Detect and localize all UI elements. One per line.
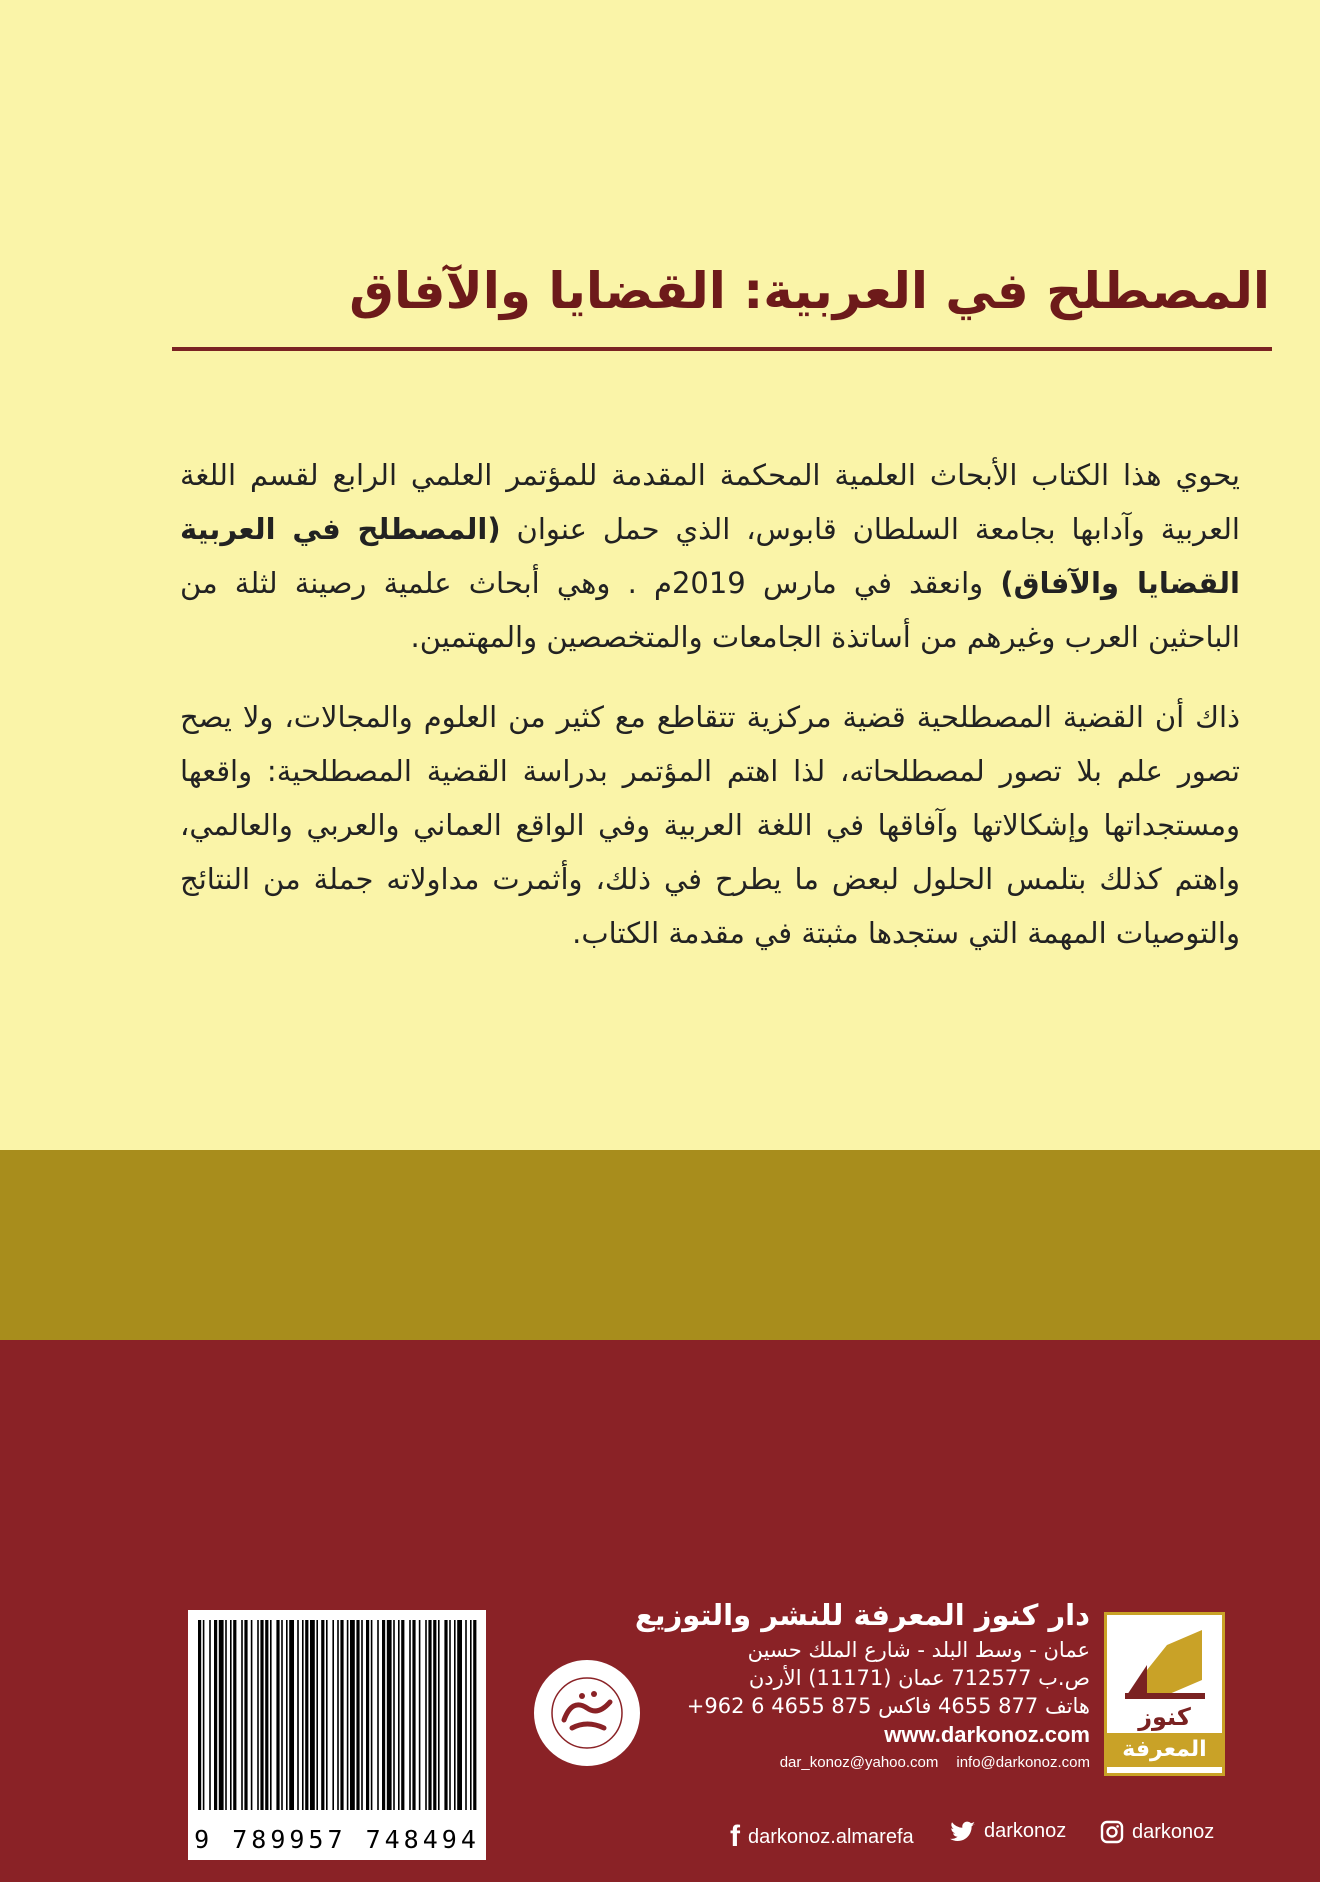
blurb-p1-text-b: وانعقد في مارس 2019م . وهي أبحاث علمية رصينة لثلة من الباحثين العرب وغيرهم من أساتذة الجامعات والمتخصصين والمهتمين. xyxy=(180,566,1240,654)
barcode-bar xyxy=(321,1620,324,1810)
barcode-bar xyxy=(310,1620,315,1810)
book-title: المصطلح في العربية: القضايا والآفاق xyxy=(349,262,1270,320)
facebook-icon: f xyxy=(730,1820,740,1853)
instagram-link[interactable] xyxy=(1100,1820,1214,1844)
publisher-emails xyxy=(570,1754,1090,1771)
publisher-name: دار كنوز المعرفة للنشر والتوزيع xyxy=(634,1598,1090,1632)
barcode-bar xyxy=(214,1620,217,1810)
twitter-handle: darkonoz xyxy=(984,1820,1067,1842)
gold-band xyxy=(0,1150,1320,1340)
barcode-bar xyxy=(281,1620,283,1810)
barcode-bar xyxy=(337,1620,339,1810)
barcode-bar xyxy=(457,1620,462,1810)
barcode-bar xyxy=(465,1620,467,1810)
barcode-bar xyxy=(305,1620,308,1810)
barcode-bar xyxy=(233,1620,236,1810)
barcode-bar xyxy=(225,1620,227,1810)
instagram-icon xyxy=(1100,1820,1124,1844)
blurb-p1-text-a: يحوي هذا الكتاب الأبحاث العلمية المحكمة المقدمة للمؤتمر العلمي الرابع لقسم اللغة العربية وآدابها بجامعة السلطان قابوس، الذي حمل عنوان xyxy=(180,458,1240,546)
barcode-bar xyxy=(449,1620,451,1810)
twitter-link[interactable] xyxy=(950,1820,1066,1843)
facebook-handle: darkonoz.almarefa xyxy=(748,1825,914,1848)
barcode-bar xyxy=(251,1620,253,1810)
barcode-bar xyxy=(289,1620,294,1810)
barcode-bar xyxy=(198,1620,201,1810)
publisher-phone: هاتف 877 4655 فاكس 875 4655 6 962+ xyxy=(686,1694,1090,1718)
barcode-bar xyxy=(241,1620,243,1810)
barcode-bar xyxy=(419,1620,421,1810)
barcode-bar xyxy=(203,1620,205,1810)
barcode-bar xyxy=(286,1620,288,1810)
barcode-bar xyxy=(371,1620,373,1810)
barcode-bar xyxy=(316,1620,318,1810)
publisher-address-2: ص.ب 712577 عمان (11171) الأردن xyxy=(748,1666,1090,1690)
isbn-number: 9 789957 748494 xyxy=(194,1825,480,1854)
barcode-bar xyxy=(244,1620,247,1810)
logo-word-almarefa: المعرفة xyxy=(1107,1733,1222,1767)
publisher-address-1: عمان - وسط البلد - شارع الملك حسين xyxy=(747,1638,1090,1662)
facebook-link[interactable] xyxy=(730,1820,914,1854)
blurb-paragraph-2: ذاك أن القضية المصطلحية قضية مركزية تتقاطع مع كثير من العلوم والمجالات، ولا يصح تصور علم بلا تصور لمصطلحاته، لذا اهتم المؤتمر بدراسة القضية المصطلحية: واقعها ومستجداتها وإشكالاتها وآفاقها في اللغة العربية وفي الواقع العماني والعربي والعالمي، واهتم كذلك بتلمس الحلول لبعض ما يطرح في ذلك، وأثمرت مداولاته جملة من النتائج والتوصيات المهمة التي ستجدها مثبتة في مقدمة الكتاب. xyxy=(180,700,1240,950)
barcode-bar xyxy=(428,1620,431,1810)
barcode-bar xyxy=(401,1620,404,1810)
blurb-paragraph-1 xyxy=(180,448,1240,664)
barcode-bar xyxy=(270,1620,272,1810)
title-divider xyxy=(172,347,1272,351)
barcode-bar xyxy=(387,1620,392,1810)
barcode-bar xyxy=(302,1620,304,1810)
barcode-bar xyxy=(257,1620,259,1810)
barcode-bar xyxy=(377,1620,379,1810)
instagram-handle: darkonoz xyxy=(1132,1820,1215,1843)
social-links xyxy=(730,1820,1250,1860)
barcode-bar xyxy=(219,1620,224,1810)
publisher-info xyxy=(570,1598,1090,1771)
barcode-bar xyxy=(412,1620,415,1810)
barcode-bar xyxy=(433,1620,436,1810)
barcode-bar xyxy=(350,1620,355,1810)
logo-book-icon xyxy=(1117,1625,1212,1705)
barcode-bar xyxy=(361,1620,363,1810)
barcode-bar xyxy=(340,1620,343,1810)
barcode-bar xyxy=(382,1620,385,1810)
blurb xyxy=(180,448,1240,986)
barcode-bar xyxy=(470,1620,472,1810)
blurb-p1-bold-title: (المصطلح في العربية القضايا والآفاق) xyxy=(180,512,1240,600)
barcode-bar xyxy=(209,1620,211,1810)
publisher-email-1[interactable]: dar_konoz@yahoo.com xyxy=(779,1754,939,1771)
barcode-bar xyxy=(230,1620,232,1810)
barcode-bar xyxy=(398,1620,400,1810)
barcode-bar xyxy=(347,1620,349,1810)
publisher-website[interactable]: www.darkonoz.com xyxy=(884,1722,1090,1747)
twitter-icon xyxy=(950,1821,976,1843)
barcode-bar xyxy=(473,1620,476,1810)
barcode-bar xyxy=(366,1620,369,1810)
barcode-bar xyxy=(438,1620,440,1810)
barcode-bar xyxy=(454,1620,456,1810)
isbn-barcode xyxy=(188,1610,486,1860)
publisher-logo xyxy=(1104,1612,1225,1776)
barcode-bar xyxy=(260,1620,263,1810)
barcode-bar xyxy=(356,1620,359,1810)
barcode-bar xyxy=(425,1620,427,1810)
publisher-email-2[interactable]: info@darkonoz.com xyxy=(956,1754,1090,1771)
barcode-bars xyxy=(194,1620,480,1810)
logo-word-konoz: كنوز xyxy=(1138,1703,1191,1731)
barcode-bar xyxy=(326,1620,328,1810)
barcode-bar xyxy=(444,1620,447,1810)
barcode-bar xyxy=(297,1620,299,1810)
barcode-bar xyxy=(265,1620,268,1810)
barcode-bar xyxy=(409,1620,411,1810)
barcode-bar xyxy=(332,1620,334,1810)
barcode-bar xyxy=(393,1620,395,1810)
barcode-bar xyxy=(276,1620,279,1810)
